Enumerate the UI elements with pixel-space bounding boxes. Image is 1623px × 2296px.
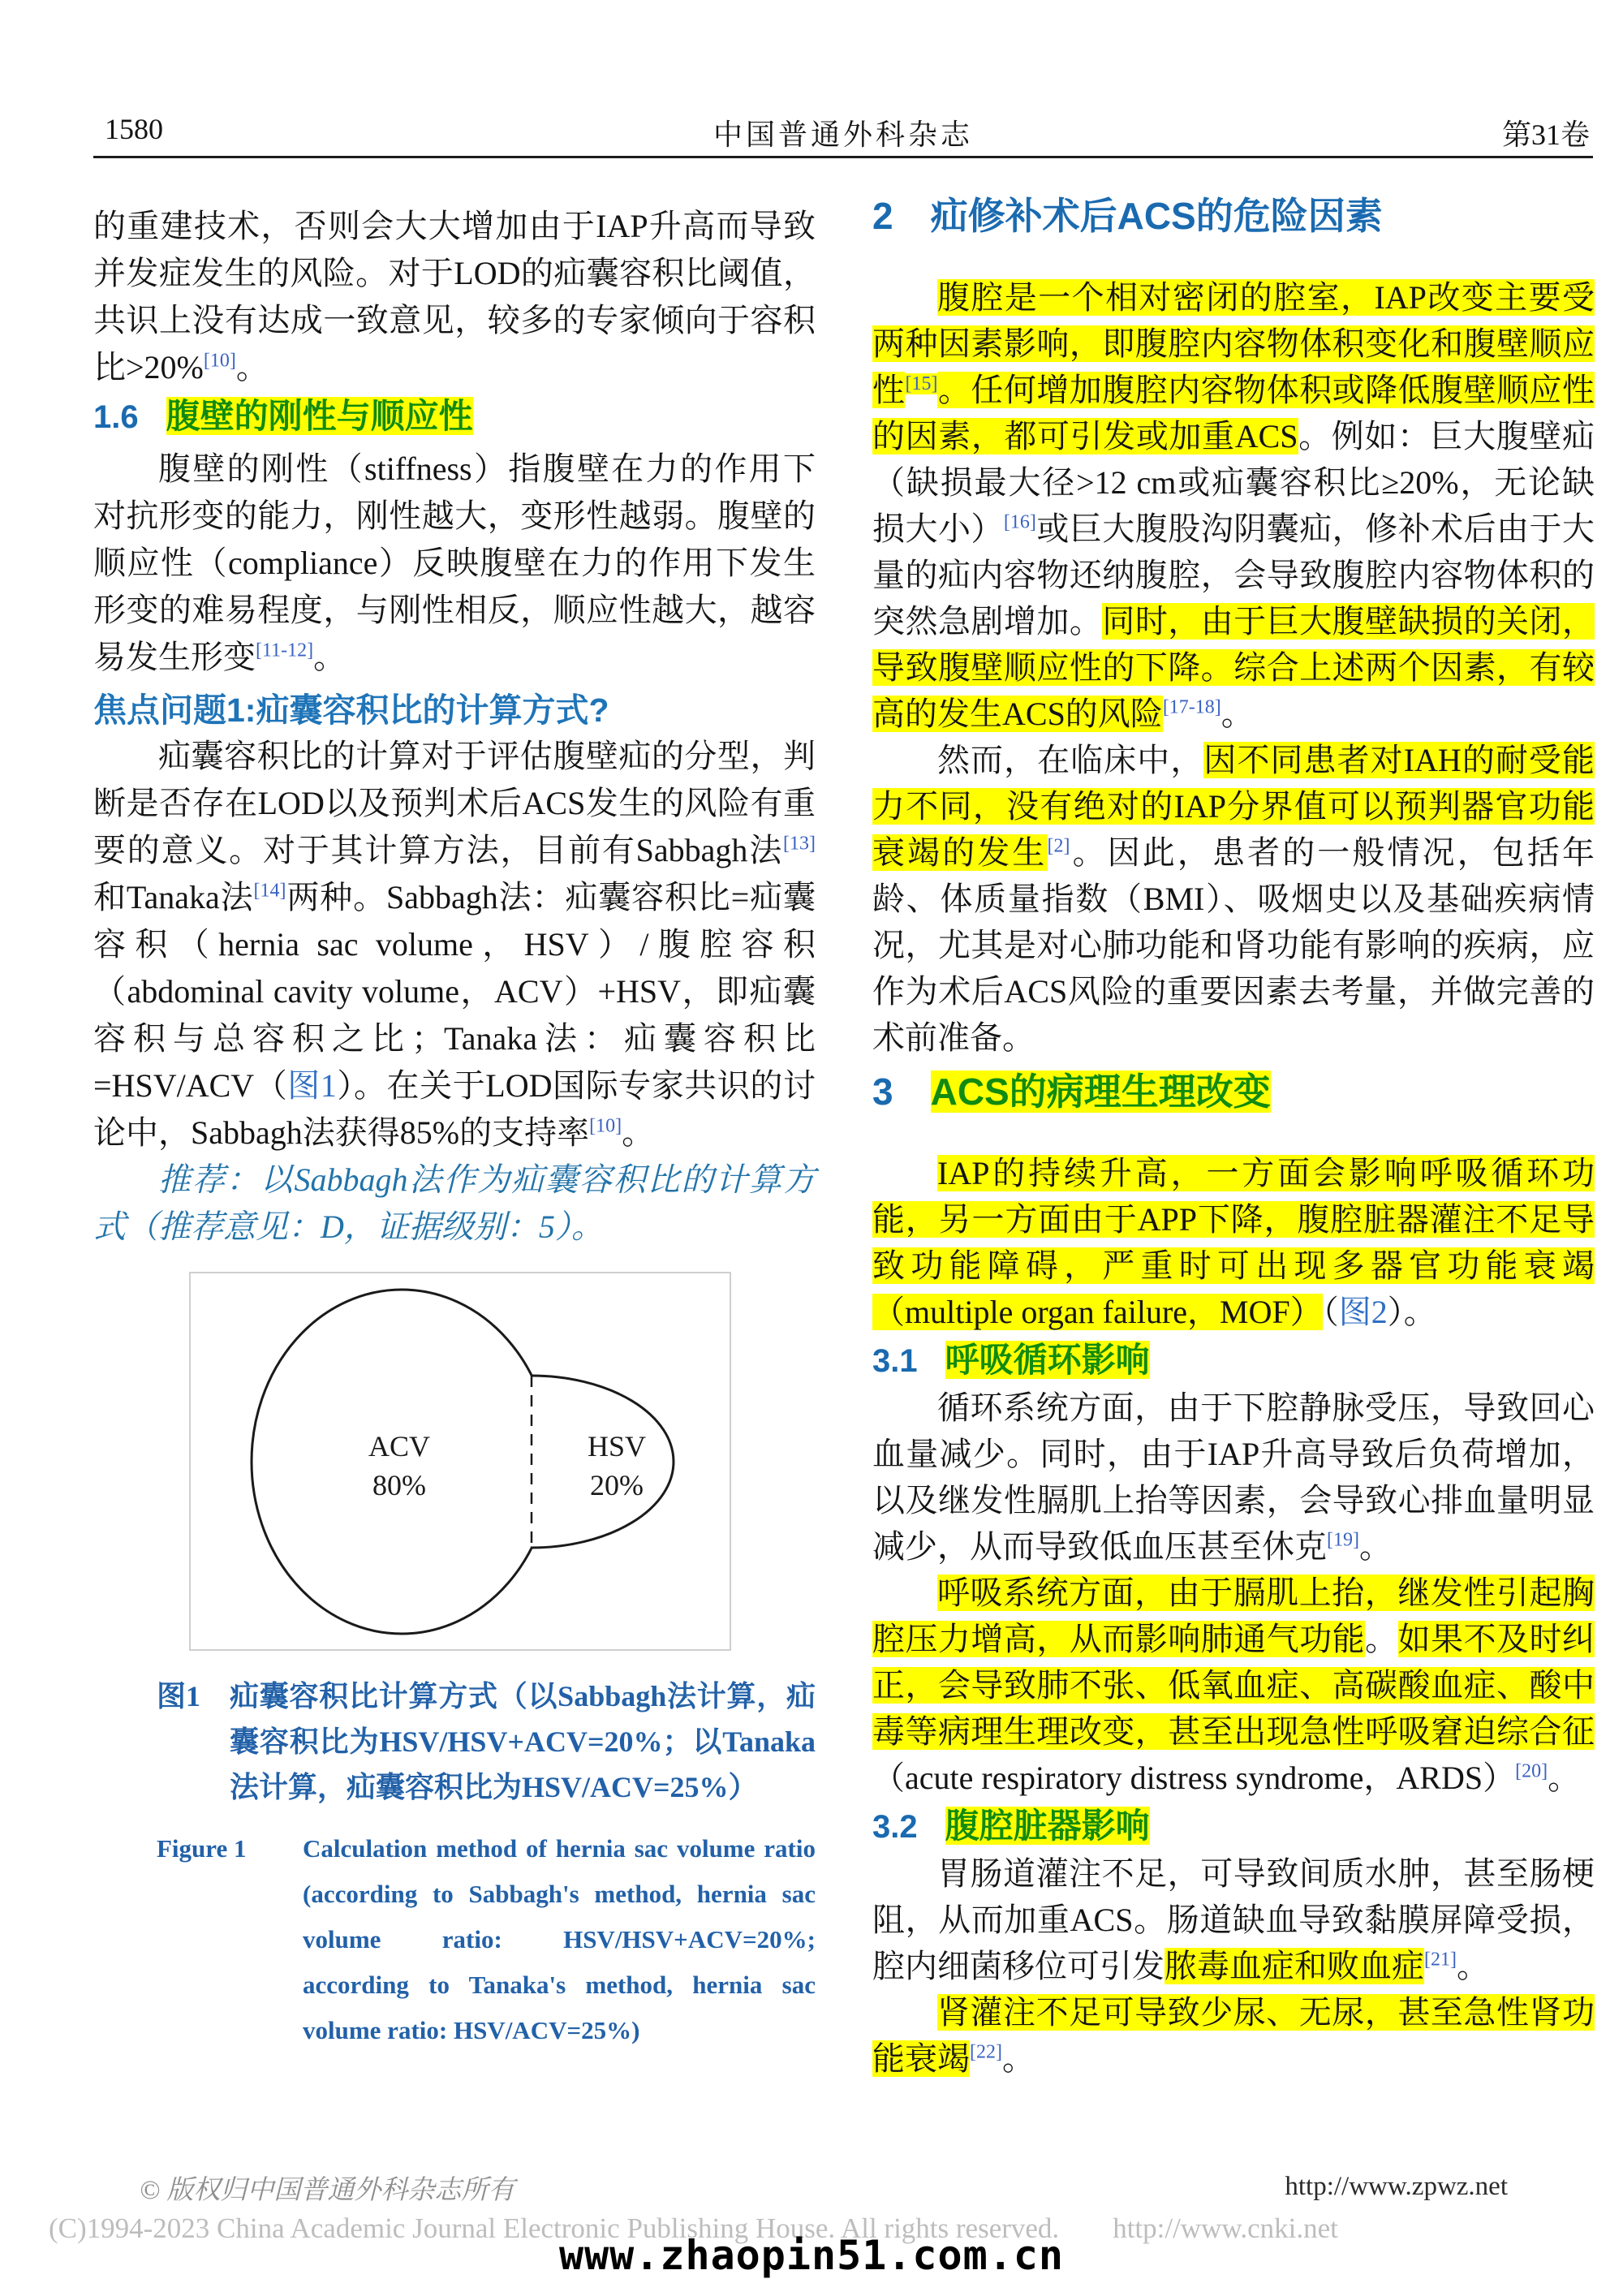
citation-ref: [14] bbox=[253, 880, 286, 902]
text-segment: 两种。Sabbagh法：疝囊容积比=疝囊容积（hernia sac volume，HSV）/腹腔容积（abdominal cavity volume，ACV）+HSV，即疝囊容积与总容积之比；Tanaka法：疝囊容积比=HSV/ACV（ bbox=[93, 879, 816, 1104]
text-segment: ）。在关于LOD国际专家共识的讨论中，Sabbagh法获得85%的支持率 bbox=[93, 1067, 816, 1151]
copyright-notice-cn: © 版权归中国普通外科杂志所有 bbox=[140, 2176, 515, 2205]
text-segment: 腹壁的刚性（stiffness）指腹壁在力的作用下对抗形变的能力，刚性越大，变形性越弱。腹壁的顺应性（compliance）反映腹壁在力的作用下发生形变的难易程度，与刚性相反，顺应性越大，越容易发生形变 bbox=[93, 450, 816, 675]
text-segment: 。 bbox=[1548, 1760, 1581, 1796]
journal-url: http://www.zpwz.net bbox=[1285, 2172, 1508, 2201]
text-segment: 然而，在临床中， bbox=[937, 742, 1204, 778]
section-number: 3 bbox=[872, 1070, 893, 1113]
figure-1 bbox=[189, 1272, 731, 1651]
section-number: 3.2 bbox=[872, 1809, 918, 1845]
section-title: 腹腔脏器影响 bbox=[945, 1807, 1150, 1845]
text-segment: ）。 bbox=[1387, 1294, 1436, 1330]
text-segment: 的重建技术，否则会大大增加由于IAP升高而导致并发症发生的风险。对于LOD的疝囊容积比阈值，共识上没有达成一致意见，较多的专家倾向于容积比>20% bbox=[93, 208, 816, 386]
section-number: 2 bbox=[872, 195, 893, 237]
citation-ref: [16] bbox=[1003, 511, 1036, 533]
highlighted-text: 呼吸系统方面，由于膈肌上抬，继发性引起胸腔压力增高，从而影响肺通气功能 bbox=[872, 1574, 1595, 1657]
text-segment: （ bbox=[1322, 1294, 1339, 1330]
cnki-copyright-text: (C)1994-2023 China Academic Journal Electronic Publishing House. All rights reserved. bbox=[49, 2212, 1060, 2244]
figure-1-caption-en-label: Figure 1 bbox=[157, 1834, 247, 1863]
right-column bbox=[872, 193, 1595, 2082]
section-title: 呼吸循环影响 bbox=[945, 1341, 1150, 1379]
citation-ref: [21] bbox=[1424, 1949, 1457, 1971]
paragraph-gastrointestinal bbox=[872, 1850, 1595, 1989]
citation-ref: [15] bbox=[905, 373, 938, 394]
page-number: 1580 bbox=[105, 113, 163, 145]
text-segment: 。 bbox=[1358, 1528, 1392, 1565]
paragraph-respiratory bbox=[872, 1570, 1595, 1801]
text-segment: 。 bbox=[622, 1114, 655, 1151]
journal-title: 中国普通外科杂志 bbox=[712, 118, 973, 151]
highlighted-text: 如果不及时纠正，会导致肺不张、低氧血症、高碳酸血症、酸中毒等病理生理改变，甚至出现急性呼吸窘迫综合征 bbox=[872, 1621, 1595, 1750]
text-segment: 。 bbox=[1456, 1948, 1489, 1984]
cnki-url: http://www.cnki.net bbox=[1113, 2212, 1338, 2244]
text-segment: 胃肠道灌注不足，可导致间质水肿，甚至肠梗阻，从而加重ACS。肠道缺血导致黏膜屏障受损，腔内细菌移位可引发 bbox=[872, 1855, 1595, 1984]
watermark-text: www.zhaopin51.com.cn bbox=[558, 2232, 1065, 2279]
figure-ref: 图1 bbox=[287, 1067, 337, 1104]
paragraph-ratio-calculation bbox=[93, 733, 816, 1157]
section-heading-3-1 bbox=[872, 1340, 1595, 1381]
text-segment: 循环系统方面，由于下腔静脉受压，导致回心血量减少。同时，由于IAP升高导致后负荷增加，以及继发性膈肌上抬等因素，会导致心排血量明显减少，从而导致低血压甚至休克 bbox=[872, 1389, 1595, 1565]
section-heading-3 bbox=[872, 1069, 1595, 1114]
citation-ref: [19] bbox=[1327, 1529, 1359, 1551]
section-number: 1.6 bbox=[93, 399, 139, 435]
paragraph-circulation bbox=[872, 1385, 1595, 1570]
text-segment: 。 bbox=[1220, 696, 1254, 732]
paragraph-continuation bbox=[93, 203, 816, 391]
citation-ref: [2] bbox=[1047, 835, 1070, 857]
highlighted-text: IAP的持续升高，一方面会影响呼吸循环功能，另一方面由于APP下降，腹腔脏器灌注不足导致功能障碍，严重时可出现多器官功能衰竭（multiple organ failure，MOF） bbox=[872, 1155, 1595, 1330]
text-segment: 或巨大腹股沟阴囊疝，修补术后由于大量的疝内容物还纳腹腔，会导致腹腔内容物体积的突然急剧增加。 bbox=[872, 510, 1595, 640]
figure-1-caption-en-text: Calculation method of hernia sac volume ratio (according to Sabbagh's method, hernia sac volume ratio: HSV/HSV+ACV=20%; according to Tanaka's method, hernia sac volume ratio: HSV/ACV=25%) bbox=[303, 1834, 816, 2044]
volume-label: 第31卷 bbox=[1501, 118, 1590, 151]
text-segment: 。 bbox=[1365, 1621, 1398, 1657]
citation-ref: [17-18] bbox=[1162, 696, 1221, 718]
text-segment: 。例如：巨大腹壁疝（缺损最大径>12 cm或疝囊容积比≥20%，无论缺损大小） bbox=[872, 418, 1595, 547]
focus-question-heading: 焦点问题1:疝囊容积比的计算方式? bbox=[93, 691, 609, 729]
text-segment: （acute respiratory distress syndrome，ARDS） bbox=[872, 1760, 1516, 1796]
section-heading-1-6 bbox=[93, 396, 816, 437]
text-segment: 。 bbox=[235, 349, 269, 386]
hsv-value: 20% bbox=[590, 1469, 644, 1501]
highlighted-text: 同时，由于巨大腹壁缺损的关闭，导致腹壁顺应性的下降。综合上述两个因素，有较高的发生ACS的风险 bbox=[872, 603, 1595, 732]
section-heading-3-2 bbox=[872, 1806, 1595, 1847]
highlighted-text: 。任何增加腹腔内容物体积或降低腹壁顺应性的因素，都可引发或加重ACS bbox=[872, 372, 1595, 454]
header-rule bbox=[93, 156, 1593, 158]
paragraph-iap-factors bbox=[872, 274, 1595, 737]
citation-ref: [10] bbox=[203, 350, 236, 372]
citation-ref: [13] bbox=[783, 833, 816, 855]
figure-1-diagram bbox=[191, 1273, 730, 1649]
acv-value: 80% bbox=[372, 1469, 426, 1501]
citation-ref: [10] bbox=[589, 1115, 622, 1137]
left-column bbox=[93, 203, 816, 2053]
section-title: ACS的病理生理改变 bbox=[930, 1070, 1271, 1113]
figure-1-caption-cn bbox=[93, 1674, 816, 1810]
figure-1-caption-en bbox=[93, 1826, 816, 2053]
figure-1-caption-cn-label: 图1 bbox=[157, 1680, 201, 1712]
acv-label: ACV bbox=[368, 1430, 431, 1462]
section-heading-2 bbox=[872, 193, 1595, 239]
text-segment: 。因此，患者的一般情况，包括年龄、体质量指数（BMI）、吸烟史以及基础疾病情况，尤其是对心肺功能和肾功能有影响的疾病，应作为术后ACS风险的重要因素去考量，并做完善的术前准备。 bbox=[872, 834, 1595, 1056]
highlighted-text: 肾灌注不足可导致少尿、无尿，甚至急性肾功能衰竭 bbox=[872, 1994, 1595, 2077]
page-header bbox=[93, 112, 1593, 151]
highlighted-text: 因不同患者对IAH的耐受能力不同，没有绝对的IAP分界值可以预判器官功能衰竭的发生 bbox=[872, 742, 1595, 871]
paragraph-stiffness-compliance bbox=[93, 446, 816, 681]
text-segment: 。 bbox=[1001, 2040, 1035, 2077]
text-segment: 。 bbox=[313, 639, 347, 675]
section-title: 腹壁的刚性与顺应性 bbox=[166, 397, 473, 435]
citation-ref: [11-12] bbox=[256, 640, 314, 661]
figure-1-caption-cn-text: 疝囊容积比计算方式（以Sabbagh法计算，疝囊容积比为HSV/HSV+ACV=20%；以Tanaka法计算，疝囊容积比为HSV/ACV=25%） bbox=[230, 1680, 816, 1803]
recommendation-text: 推荐：以Sabbagh法作为疝囊容积比的计算方式（推荐意见：D，证据级别：5）。 bbox=[93, 1161, 816, 1245]
text-segment: 疝囊容积比的计算对于评估腹壁疝的分型，判断是否存在LOD以及预判术后ACS发生的风险有重要的意义。对于其计算方法，目前有Sabbagh法 bbox=[93, 738, 816, 868]
paragraph-mof bbox=[872, 1150, 1595, 1335]
figure-ref: 图2 bbox=[1338, 1294, 1388, 1330]
highlighted-text: 腹腔是一个相对密闭的腔室，IAP改变主要受两种因素影响，即腹腔内容物体积变化和腹壁顺应性 bbox=[872, 279, 1595, 408]
citation-ref: [22] bbox=[970, 2041, 1002, 2063]
citation-ref: [20] bbox=[1515, 1760, 1548, 1782]
paragraph-iah-tolerance bbox=[872, 737, 1595, 1061]
section-title: 疝修补术后ACS的危险因素 bbox=[930, 195, 1383, 237]
highlighted-text: 脓毒血症和败血症 bbox=[1165, 1948, 1424, 1984]
text-segment: 和Tanaka法 bbox=[93, 879, 254, 915]
section-number: 3.1 bbox=[872, 1343, 918, 1379]
paragraph-renal bbox=[872, 1989, 1595, 2082]
hsv-label: HSV bbox=[587, 1430, 647, 1462]
